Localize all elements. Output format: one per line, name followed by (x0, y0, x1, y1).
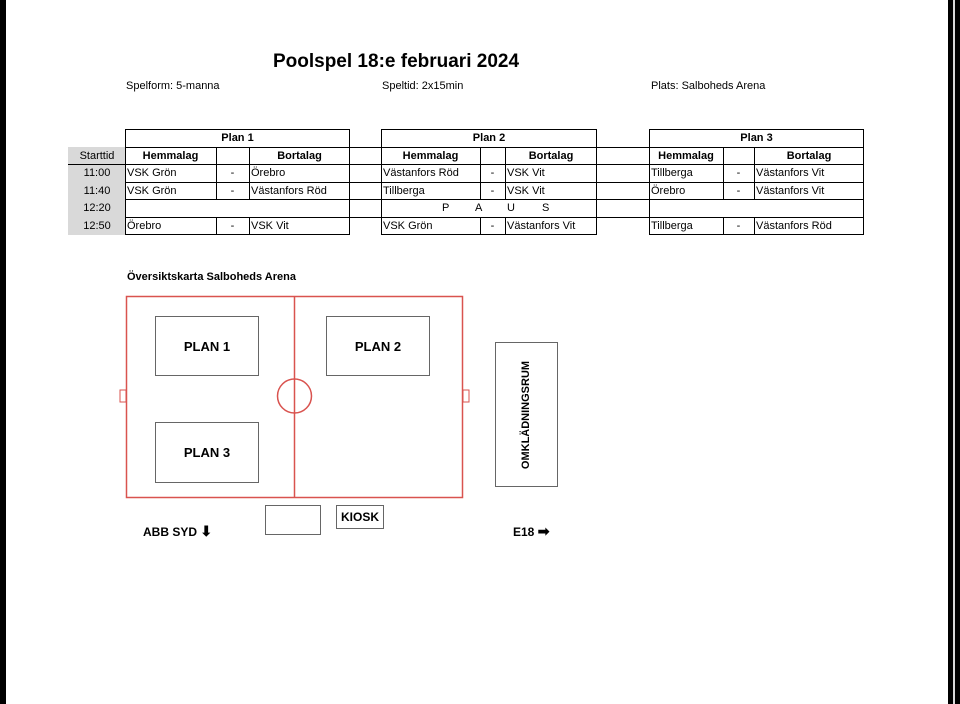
table-cell: - (490, 220, 495, 232)
arena-map (6, 0, 948, 704)
table-cell: - (230, 167, 235, 179)
table-cell: Örebro (127, 220, 162, 232)
document-page (6, 0, 948, 704)
table-cell: Örebro (251, 167, 286, 179)
plan2-hemmalag-header: Hemmalag (402, 150, 459, 162)
table-cell: Västanfors Vit (756, 167, 825, 179)
table-cell: VSK Grön (127, 185, 177, 197)
map-heading: Översiktskarta Salboheds Arena (127, 271, 296, 283)
paus-letter: S (542, 202, 550, 214)
table-cell: Västanfors Vit (756, 185, 825, 197)
plan1-hemmalag-header: Hemmalag (142, 150, 199, 162)
plan2-field: PLAN 2 (326, 316, 430, 376)
paus-letter: A (475, 202, 483, 214)
omkladningsrum-building (495, 342, 558, 487)
table-cell: - (230, 185, 235, 197)
table-cell: - (490, 185, 495, 197)
speltid-text: Speltid: 2x15min (382, 80, 464, 92)
kiosk-label: KIOSK (336, 505, 384, 529)
kiosk-area (265, 505, 321, 535)
table-cell: Västanfors Röd (756, 220, 832, 232)
plan1-field: PLAN 1 (155, 316, 259, 376)
abb-syd-label (143, 523, 212, 540)
table-cell: - (736, 220, 741, 232)
page-title: Poolspel 18:e februari 2024 (272, 51, 520, 72)
abb-syd-text: ABB SYD (143, 525, 198, 539)
plan3-bortalag-header: Bortalag (786, 150, 832, 162)
table-cell: Västanfors Vit (507, 220, 576, 232)
paus-letter: P (442, 202, 450, 214)
time-1100: 11:00 (83, 167, 111, 179)
plan1-bortalag-header: Bortalag (277, 150, 322, 162)
page-edge (953, 0, 955, 704)
e18-label (513, 523, 549, 540)
arrow-down-icon: ⬇ (200, 523, 213, 539)
plats-text: Plats: Salboheds Arena (651, 80, 766, 92)
table-cell: - (230, 220, 235, 232)
table-cell: VSK Grön (127, 167, 177, 179)
time-1140: 11:40 (83, 185, 111, 197)
table-cell: VSK Vit (251, 220, 289, 232)
plan3-field: PLAN 3 (155, 422, 259, 483)
table-cell: VSK Vit (507, 167, 545, 179)
time-1250: 12:50 (83, 220, 111, 232)
table-cell: Västanfors Röd (251, 185, 327, 197)
table-cell: VSK Vit (507, 185, 545, 197)
table-cell: Västanfors Röd (383, 167, 459, 179)
table-cell: - (736, 185, 741, 197)
table-cell: - (490, 167, 495, 179)
table-cell: - (736, 167, 741, 179)
e18-text: E18 (513, 525, 535, 539)
paus-letter: U (507, 202, 515, 214)
arrow-right-icon: ➡ (537, 523, 550, 539)
plan3-header: Plan 3 (740, 132, 773, 144)
table-cell: VSK Grön (383, 220, 433, 232)
plan2-header: Plan 2 (472, 132, 506, 144)
table-cell: Örebro (651, 185, 686, 197)
spelform-text: Spelform: 5-manna (126, 80, 220, 92)
table-cell: Tillberga (651, 167, 693, 179)
table-cell: Tillberga (651, 220, 693, 232)
plan2-bortalag-header: Bortalag (528, 150, 574, 162)
starttid-header: Starttid (79, 150, 115, 162)
plan1-header: Plan 1 (221, 132, 254, 144)
goal-right (463, 390, 469, 402)
plan3-hemmalag-header: Hemmalag (658, 150, 714, 162)
goal-left (120, 390, 126, 402)
table-cell: Tillberga (383, 185, 425, 197)
time-1220: 12:20 (83, 202, 111, 214)
omkladningsrum-label: OMKLÄDNINGSRUM (520, 360, 533, 469)
